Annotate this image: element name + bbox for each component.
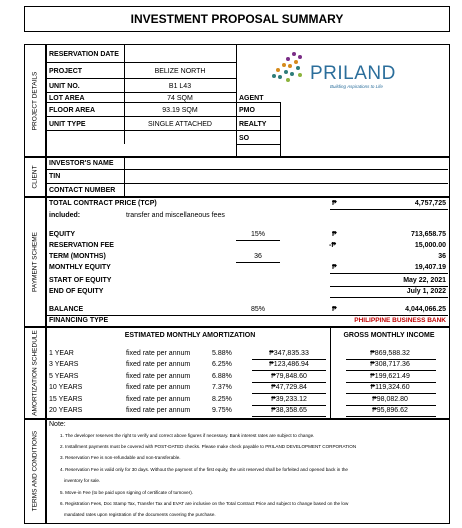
tin-label: TIN bbox=[49, 173, 61, 180]
reservation-fee-value: 15,000.00 bbox=[414, 242, 446, 249]
start-equity-value: May 22, 2021 bbox=[403, 277, 446, 284]
balance-currency: ₱ bbox=[332, 306, 337, 313]
terms-line: 6. Registration Fees, Doc Stamp Tax, Transfer Tax and EVAT are inclusive on the Total Contract Price and subject to change based on the low bbox=[60, 501, 349, 506]
section-client: CLIENT bbox=[24, 156, 46, 198]
monthly-equity-currency: ₱ bbox=[332, 264, 337, 271]
amort-rate: 7.37% bbox=[212, 384, 232, 392]
terms-line: 3. Reservation Fee is non-refundable and non-transferable. bbox=[60, 455, 181, 460]
amort-amount: ₱38,358.65 bbox=[271, 407, 307, 414]
amort-term: 20 YEARS bbox=[49, 407, 83, 414]
reservation-date-label: RESERVATION DATE bbox=[49, 51, 119, 58]
gross-income: ₱95,896.62 bbox=[372, 407, 408, 414]
gross-income: ₱119,324.60 bbox=[370, 384, 410, 392]
gross-income: ₱308,717.36 bbox=[370, 361, 410, 369]
terms-line: 5. Move-in Fee (to be paid upon signing of certificate of turnover). bbox=[60, 490, 194, 495]
so-label: SO bbox=[239, 135, 250, 142]
priland-logo bbox=[270, 48, 396, 96]
page-title: INVESTMENT PROPOSAL SUMMARY bbox=[24, 6, 450, 32]
reservation-fee-label: RESERVATION FEE bbox=[49, 242, 114, 249]
amort-desc: fixed rate per annum bbox=[126, 384, 191, 392]
amort-rate: 6.88% bbox=[212, 372, 232, 380]
included-label: included: bbox=[49, 212, 81, 219]
terms-line: 2. Installment payments must be covered with POST-DATED checks. Please make check payable to PRILAND DEVELOPMENT CORPORATION bbox=[60, 444, 357, 449]
project-label: PROJECT bbox=[49, 68, 83, 75]
unit-value: B1 L43 bbox=[168, 83, 192, 90]
equity-label: EQUITY bbox=[49, 231, 76, 238]
amort-rate: 5.88% bbox=[212, 350, 232, 357]
end-equity-label: END OF EQUITY bbox=[49, 288, 104, 295]
amort-term: 3 YEARS bbox=[49, 361, 79, 369]
note-label: Note: bbox=[49, 421, 66, 428]
terms-line: 1. The developer reserves the right to verify and correct above figures if necessary. Bank interest rates are subject to change. bbox=[60, 433, 315, 438]
amort-amount: ₱347,835.33 bbox=[269, 350, 309, 357]
amort-term: 15 YEARS bbox=[49, 395, 83, 403]
amort-term: 5 YEARS bbox=[49, 372, 79, 380]
equity-percent: 15% bbox=[250, 231, 265, 238]
logo-dots-icon bbox=[270, 50, 310, 84]
section-project-details: PROJECT DETAILS bbox=[24, 44, 46, 158]
amort-amount: ₱79,848.60 bbox=[271, 372, 307, 380]
amort-amount: ₱123,486.94 bbox=[269, 361, 309, 369]
section-terms-and-conditions: TERMS AND CONDITIONS bbox=[24, 418, 46, 524]
pmo-label: PMO bbox=[239, 107, 255, 114]
balance-percent: 85% bbox=[250, 306, 265, 313]
amort-underline bbox=[252, 416, 326, 417]
unit-type-value: SINGLE ATTACHED bbox=[148, 121, 212, 128]
amort-rate: 8.25% bbox=[212, 395, 232, 403]
amortization-header: ESTIMATED MONTHLY AMORTIZATION bbox=[124, 332, 256, 339]
financing-type-label: FINANCING TYPE bbox=[49, 317, 109, 324]
agent-label: AGENT bbox=[239, 95, 264, 102]
lot-area-label: LOT AREA bbox=[49, 95, 85, 102]
equity-value: 713,658.75 bbox=[410, 231, 446, 238]
end-equity-value: July 1, 2022 bbox=[406, 288, 446, 295]
amort-amount: ₱47,729.84 bbox=[271, 384, 307, 392]
contact-number-label: CONTACT NUMBER bbox=[49, 187, 116, 194]
amort-term: 10 YEARS bbox=[49, 384, 83, 392]
unit-type-label: UNIT TYPE bbox=[49, 121, 86, 128]
term-label: TERM (MONTHS) bbox=[49, 253, 106, 260]
terms-line: inventory for sale. bbox=[64, 478, 101, 483]
amort-desc: fixed rate per annum bbox=[126, 361, 191, 369]
section-amortization-schedule: AMORTIZATION SCHEDULE bbox=[24, 326, 46, 420]
tcp-value: 4,757,725 bbox=[414, 200, 446, 207]
amort-desc: fixed rate per annum bbox=[126, 350, 191, 357]
section-payment-scheme: PAYMENT SCHEME bbox=[24, 196, 46, 328]
amort-term: 1 YEAR bbox=[49, 350, 74, 357]
logo-wordmark: PRILAND bbox=[310, 63, 396, 84]
amort-desc: fixed rate per annum bbox=[126, 372, 191, 380]
amort-rate: 6.25% bbox=[212, 361, 232, 369]
tcp-label: TOTAL CONTRACT PRICE (TCP) bbox=[49, 200, 157, 207]
floor-area-label: FLOOR AREA bbox=[49, 107, 96, 114]
gross-income-header: GROSS MONTHLY INCOME bbox=[343, 332, 435, 339]
balance-value: 4,044,066.25 bbox=[405, 306, 446, 313]
tcp-currency: ₱ bbox=[332, 200, 337, 207]
logo-tagline: Building Aspirations to Life bbox=[330, 84, 383, 89]
monthly-equity-value: 19,407.19 bbox=[414, 264, 446, 271]
financing-type-value: PHILIPPINE BUSINESS BANK bbox=[354, 317, 446, 324]
start-equity-label: START OF EQUITY bbox=[49, 277, 112, 284]
included-value: transfer and miscellaneous fees bbox=[126, 212, 225, 219]
term-months-input: 36 bbox=[254, 253, 262, 260]
gross-income: ₱199,621.49 bbox=[370, 372, 410, 380]
gross-income: ₱98,082.80 bbox=[372, 395, 408, 403]
project-value: BELIZE NORTH bbox=[154, 68, 206, 75]
reservation-fee-currency: -₱ bbox=[329, 242, 336, 249]
realty-label: REALTY bbox=[239, 121, 267, 128]
term-value: 36 bbox=[438, 253, 446, 260]
amort-amount: ₱39,233.12 bbox=[271, 395, 307, 403]
unit-label: UNIT NO. bbox=[49, 83, 80, 90]
balance-label: BALANCE bbox=[49, 306, 84, 313]
lot-area-value: 74 SQM bbox=[167, 95, 193, 102]
monthly-equity-label: MONTHLY EQUITY bbox=[49, 264, 111, 271]
amort-rate: 9.75% bbox=[212, 407, 232, 414]
income-underline bbox=[346, 416, 436, 417]
investor-name-label: INVESTOR'S NAME bbox=[49, 160, 114, 167]
amort-desc: fixed rate per annum bbox=[126, 395, 191, 403]
floor-area-value: 93.19 SQM bbox=[162, 107, 198, 114]
equity-currency: ₱ bbox=[332, 231, 337, 238]
amort-desc: fixed rate per annum bbox=[126, 407, 191, 414]
terms-line: 4. Reservation Fee is valid only for 30 days. Without the payment of the first equity, the unit reserved shall be forfeited and opened back in the bbox=[60, 467, 348, 472]
gross-income: ₱869,588.32 bbox=[370, 350, 410, 357]
terms-line: mandated rates upon registration of the documents covering the purchase. bbox=[64, 512, 216, 517]
